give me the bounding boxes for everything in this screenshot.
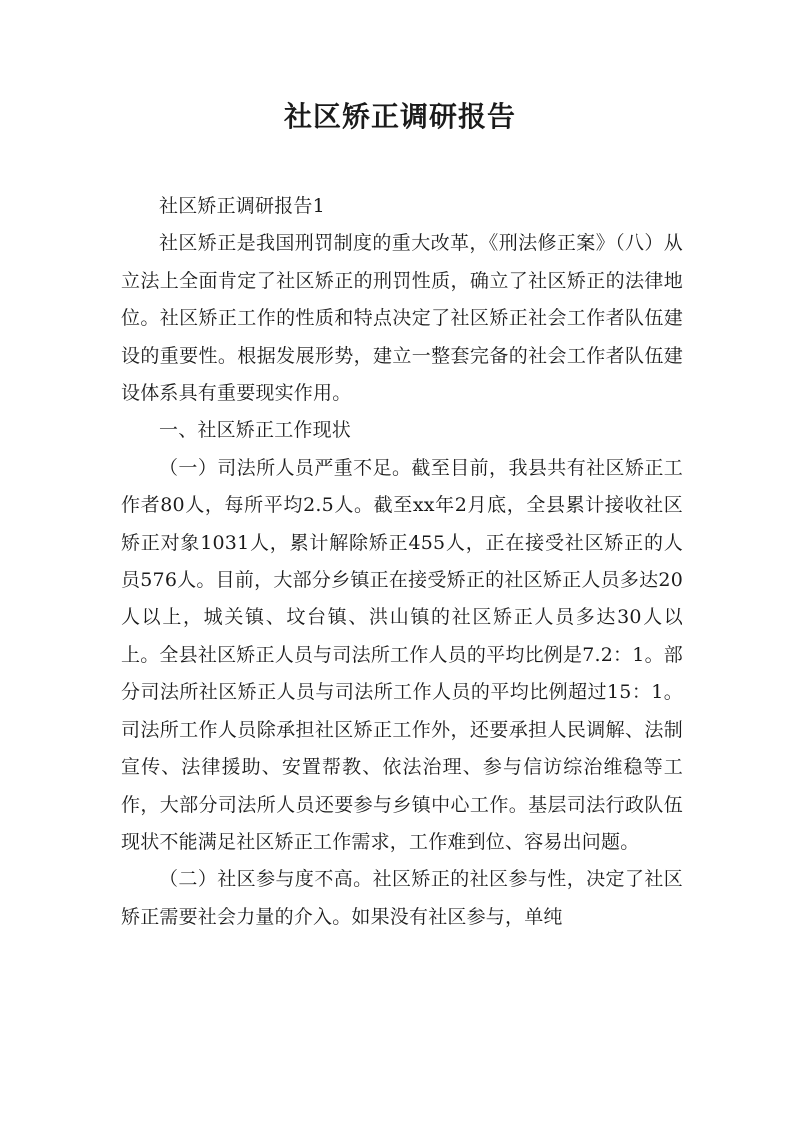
body-paragraph: （一）司法所人员严重不足。截至目前，我县共有社区矫正工作者80人，每所平均2.5人。截至xx年2月底，全县累计接收社区矫正对象1031人，累计解除矫正455人，正在接受社区矫正的人员576人。目前，大部分乡镇正在接受矫正的社区矫正人员多达20人以上，城关镇、坟台镇、洪山镇的社区矫正人员多达30人以上。全县社区矫正人员与司法所工作人员的平均比例是7.2：1。部分司法所社区矫正人员与司法所工作人员的平均比例超过15：1。司法所工作人员除承担社区矫正工作外，还要承担人民调解、法制宣传、法律援助、安置帮教、依法治理、参与信访综治维稳等工作，大部分司法所人员还要参与乡镇中心工作。基层司法行政队伍现状不能满足社区矫正工作需求，工作难到位、容易出问题。 bbox=[121, 456, 683, 853]
document-title: 社区矫正调研报告 bbox=[283, 100, 516, 133]
document-body bbox=[121, 188, 683, 936]
body-paragraph: （二）社区参与度不高。社区矫正的社区参与性，决定了社区矫正需要社会力量的介入。如果没有社区参与，单纯 bbox=[121, 868, 683, 928]
intro-paragraph: 社区矫正是我国刑罚制度的重大改革，《刑法修正案》（八）从立法上全面肯定了社区矫正的刑罚性质，确立了社区矫正的法律地位。社区矫正工作的性质和特点决定了社区矫正社会工作者队伍建设的重要性。根据发展形势，建立一整套完备的社会工作者队伍建设体系具有重要现实作用。 bbox=[121, 232, 683, 405]
subtitle-paragraph: 社区矫正调研报告1 bbox=[159, 195, 325, 217]
section-heading: 一、社区矫正工作现状 bbox=[159, 419, 352, 442]
